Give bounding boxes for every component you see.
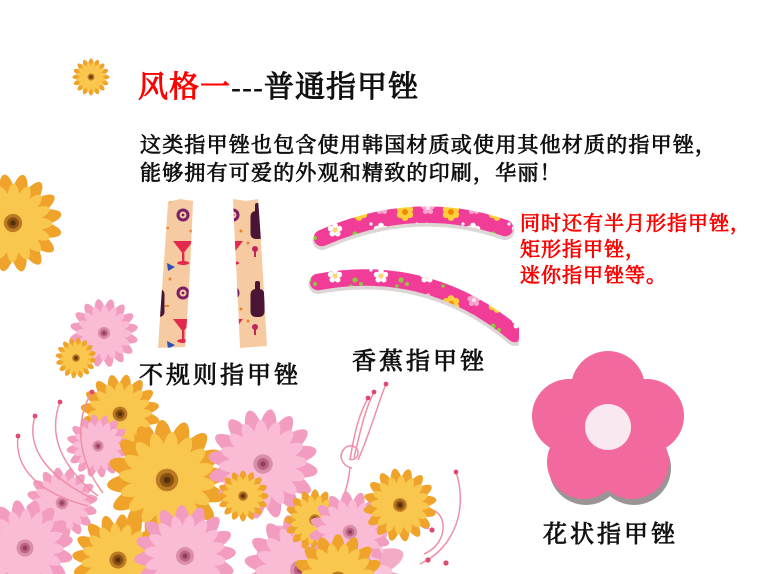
decor-yellow-daisy-left-icon	[0, 170, 66, 276]
caption-flower-file: 花状指甲锉	[543, 522, 678, 548]
side-note-line-1: 同时还有半月形指甲锉，	[520, 213, 751, 235]
page-title	[138, 62, 419, 106]
side-note	[520, 211, 751, 289]
flower-sponge-image	[520, 350, 700, 514]
side-note-line-2: 矩形指甲锉，	[520, 239, 646, 261]
caption-banana-file: 香蕉指甲锉	[352, 349, 487, 375]
caption-irregular-file: 不规则指甲锉	[139, 363, 301, 389]
page-title-rest: ---普通指甲锉	[231, 71, 419, 104]
intro-paragraph	[140, 131, 717, 187]
intro-line-1: 这类指甲锉也包含使用韩国材质或使用其他材质的指甲锉，	[140, 133, 718, 157]
page-title-highlight: 风格一	[138, 71, 231, 104]
daisy-flower-icon	[71, 57, 111, 97]
irregular-nail-files-image	[145, 197, 295, 352]
side-note-line-3: 迷你指甲锉等。	[520, 265, 667, 287]
intro-line-2: 能够拥有可爱的外观和精致的印刷，华丽！	[140, 161, 562, 185]
decorative-flower-cluster	[0, 368, 480, 574]
banana-nail-files-image	[301, 200, 519, 348]
